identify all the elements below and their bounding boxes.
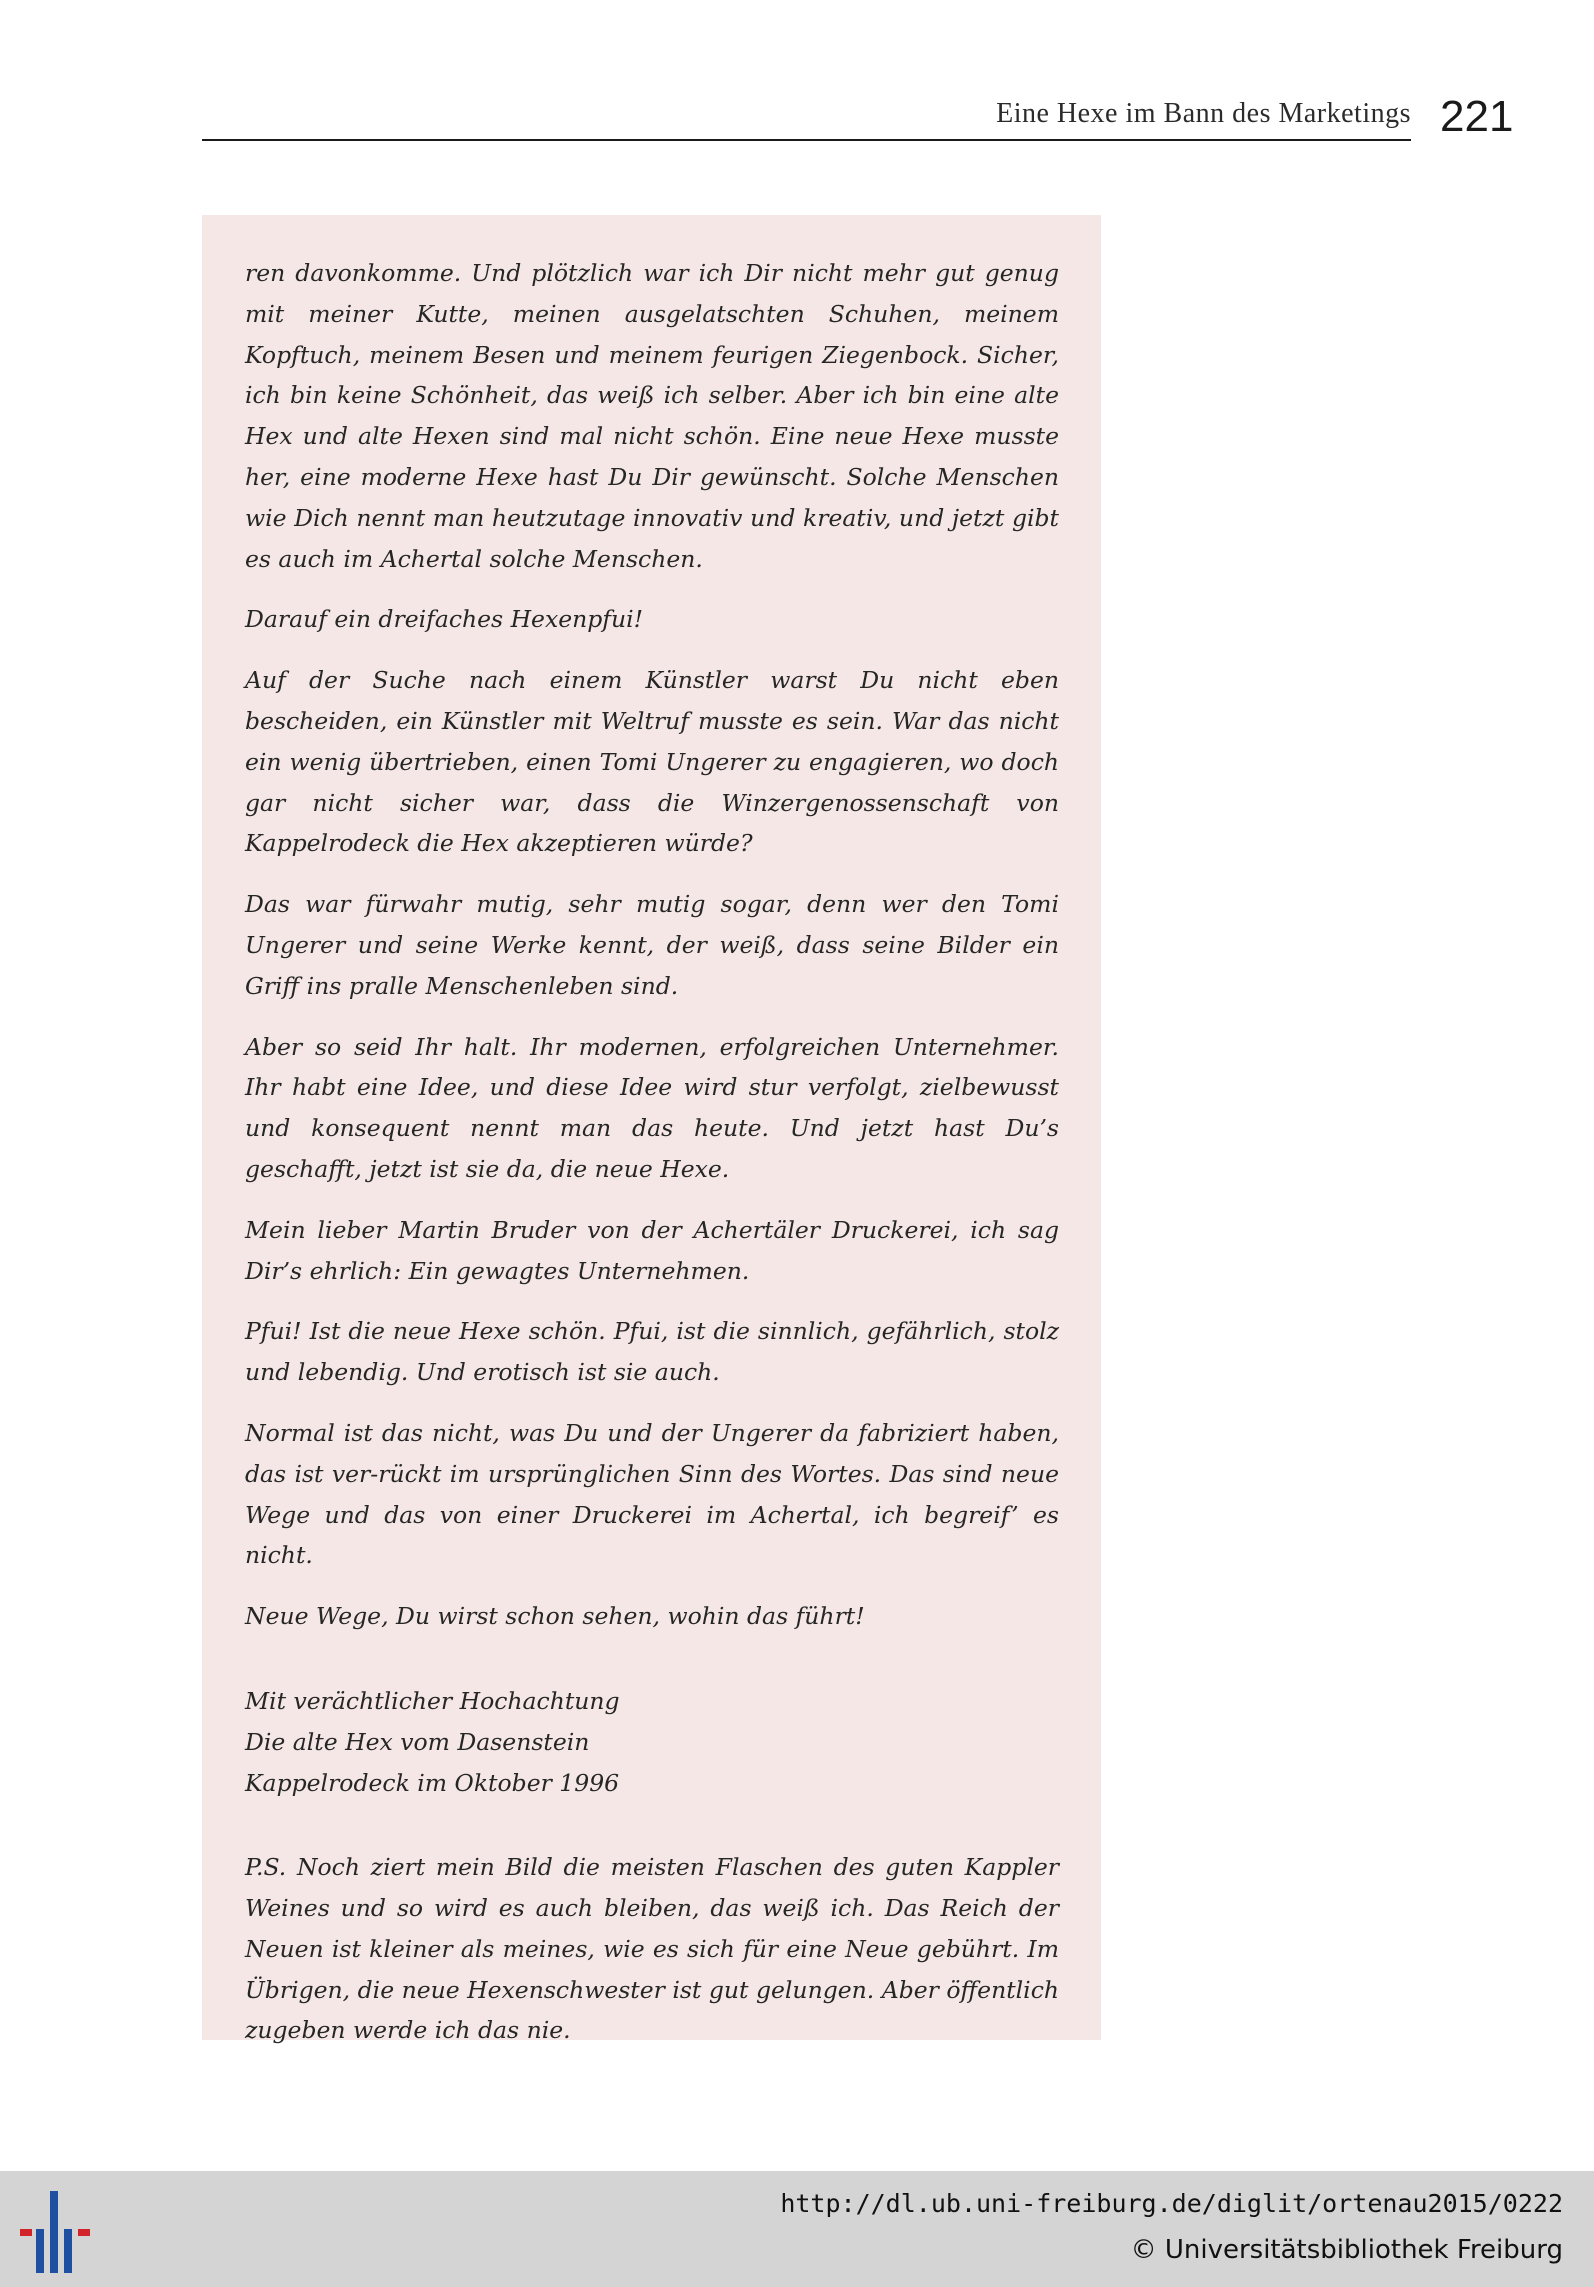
signature-block: [245, 1681, 1059, 1803]
letter-paragraph: Normal ist das nicht, was Du und der Ungerer da fabriziert haben, das ist ver-rückt im ursprünglichen Sinn des Wortes. Das sind neue Wege und das von einer Druckerei im Achertal, ich begreif’ es nicht.: [245, 1418, 1059, 1570]
signature-closing: Mit verächtlicher Hochachtung: [245, 1686, 620, 1715]
signature-sender: Die alte Hex vom Dasenstein: [245, 1727, 590, 1756]
letter-paragraph: Aber so seid Ihr halt. Ihr modernen, erfolgreichen Unternehmer. Ihr habt eine Idee, und diese Idee wird stur verfolgt, zielbewusst und konsequent nennt man das heute. Und jetzt hast Du’s geschafft, jetzt ist sie da, die neue Hexe.: [245, 1032, 1059, 1183]
letter-paragraph: Pfui! Ist die neue Hexe schön. Pfui, ist die sinnlich, gefährlich, stolz und lebendig. Und erotisch ist sie auch.: [245, 1317, 1059, 1387]
footer-bar: [0, 2171, 1594, 2287]
footer-url[interactable]: http://dl.ub.uni-freiburg.de/diglit/ortenau2015/0222: [780, 2189, 1563, 2218]
letter-box: [202, 215, 1101, 2045]
footer-copyright: © Universitätsbibliothek Freiburg: [1130, 2235, 1563, 2265]
letter-paragraph: Auf der Suche nach einem Künstler warst Du nicht eben bescheiden, ein Künstler mit Weltruf musste es sein. War das nicht ein wenig übertrieben, einen Tomi Ungerer zu engagieren, wo doch gar nicht sicher war, dass die Winzergenossenschaft von Kappelrodeck die Hex akzeptieren würde?: [245, 666, 1059, 858]
running-title: Eine Hexe im Bann des Marketings: [996, 98, 1411, 129]
letter-paragraph: Das war fürwahr mutig, sehr mutig sogar, denn wer den Tomi Ungerer und seine Werke kennt, der weiß, dass seine Bilder ein Griff ins pralle Menschenleben sind.: [245, 890, 1059, 1000]
page-number: 221: [1440, 92, 1514, 141]
letter-paragraph: Darauf ein dreifaches Hexenpfui!: [245, 605, 644, 634]
letter-paragraph: Neue Wege, Du wirst schon sehen, wohin das führt!: [245, 1602, 865, 1631]
signature-place-date: Kappelrodeck im Oktober 1996: [245, 1768, 620, 1797]
header-rule: [202, 139, 1411, 141]
letter-paragraph: ren davonkomme. Und plötzlich war ich Dir nicht mehr gut genug mit meiner Kutte, meinen ausgelatschten Schuhen, meinem Kopftuch, meinem Besen und meinem feurigen Ziegenbock. Sicher, ich bin keine Schönheit, das weiß ich selber. Aber ich bin eine alte Hex und alte Hexen sind mal nicht schön. Eine neue Hexe musste her, eine moderne Hexe hast Du Dir gewünscht. Solche Menschen wie Dich nennt man heutzutage innovativ und kreativ, und jetzt gibt es auch im Achertal solche Menschen.: [245, 259, 1059, 573]
postscript: P.S. Noch ziert mein Bild die meisten Flaschen des guten Kappler Weines und so wird es auch bleiben, das weiß ich. Das Reich der Neuen ist kleiner als meines, wie es sich für eine Neue gebührt. Im Übrigen, die neue Hexenschwester ist gut gelungen. Aber öffentlich zugeben werde ich das nie.: [245, 1853, 1059, 2045]
ub-freiburg-logo-icon[interactable]: [20, 2191, 100, 2273]
letter-paragraph: Mein lieber Martin Bruder von der Achertäler Druckerei, ich sag Dir’s ehrlich: Ein gewagtes Unternehmen.: [245, 1215, 1059, 1285]
